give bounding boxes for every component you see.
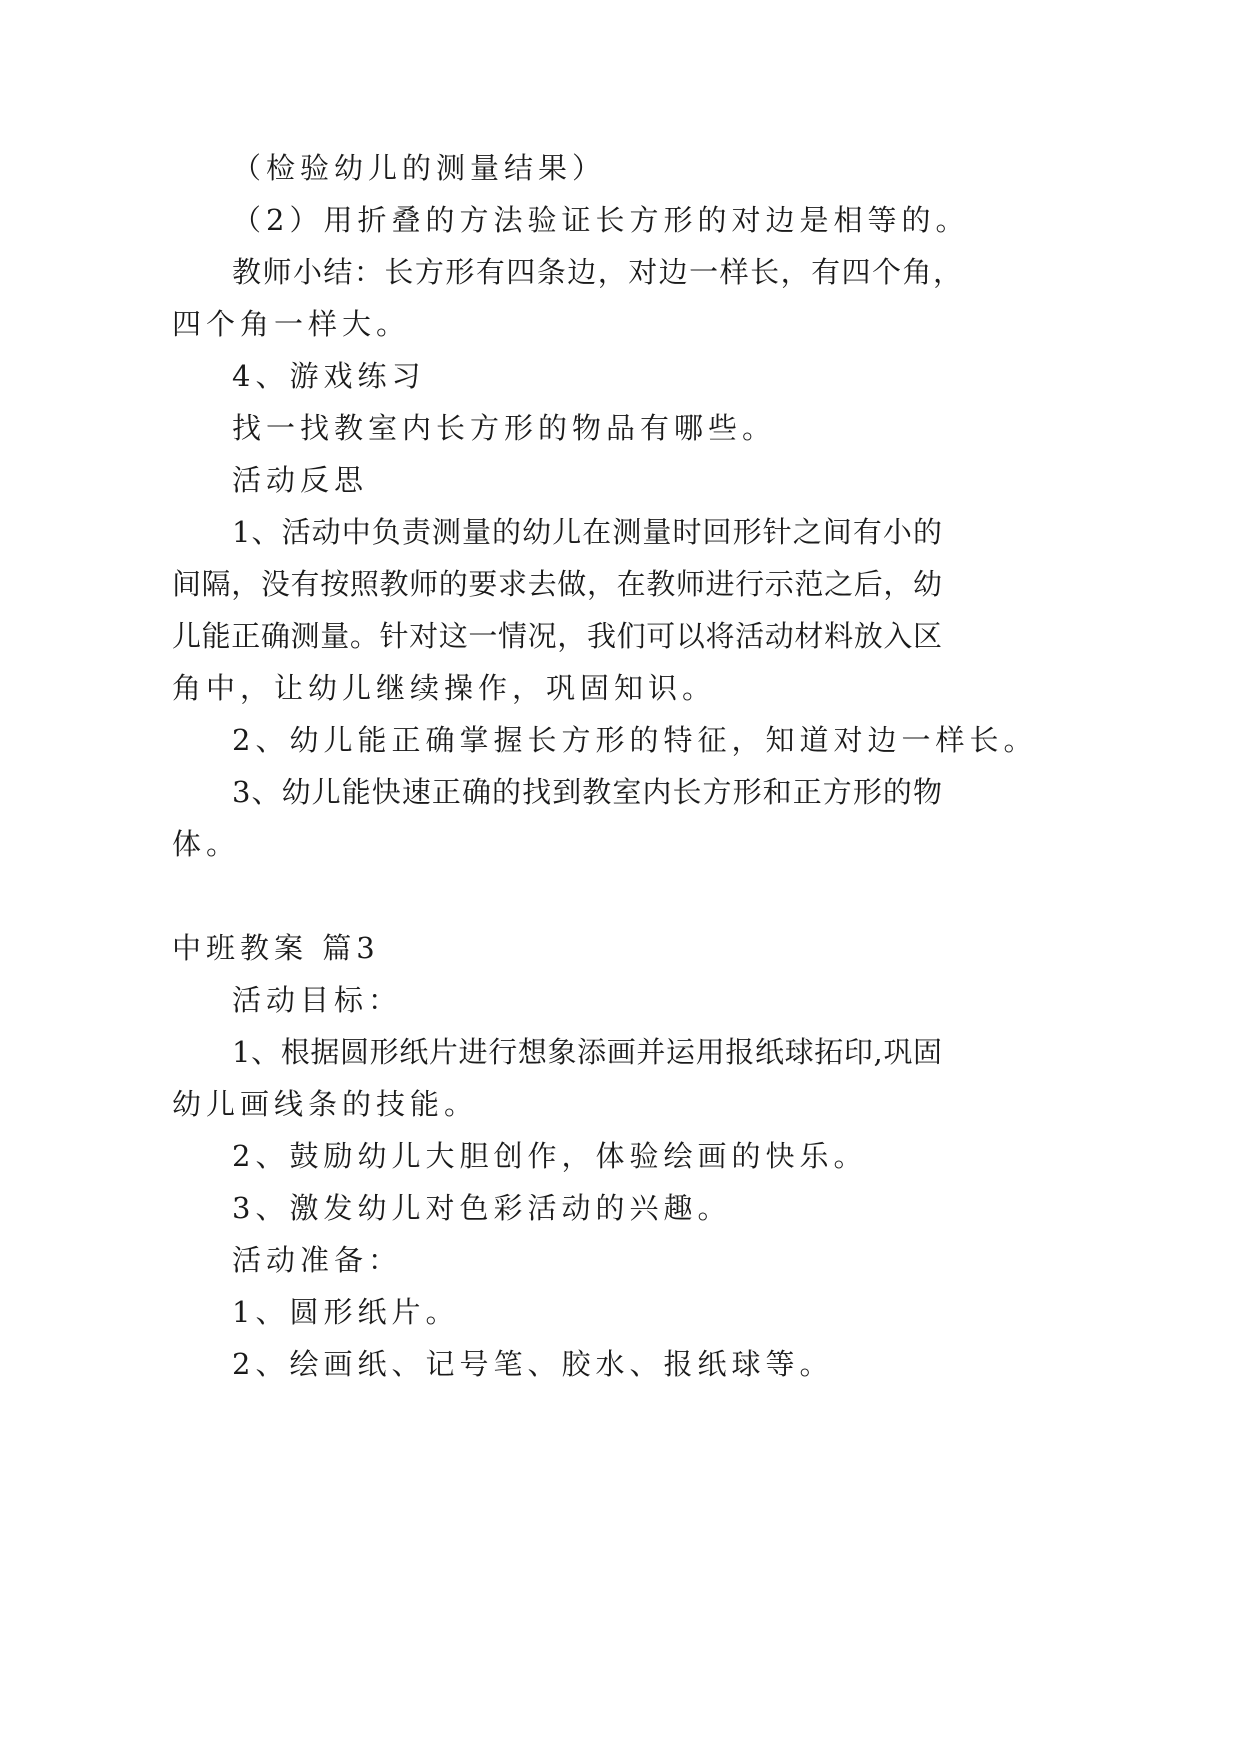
text-line: 3、幼儿能快速正确的找到教室内长方形和正方形的物 xyxy=(232,775,942,809)
text-line: 幼儿画线条的技能。 xyxy=(172,1087,479,1121)
text-line: 体。 xyxy=(172,827,241,861)
text-line: 2、绘画纸、记号笔、胶水、报纸球等。 xyxy=(232,1347,834,1381)
text-line: 间隔，没有按照教师的要求去做，在教师进行示范之后，幼 xyxy=(172,567,942,601)
section-title: 中班教案 篇3 xyxy=(172,931,380,965)
section-heading: 活动反思 xyxy=(232,463,369,497)
text-line: 教师小结：长方形有四条边，对边一样长，有四个角， xyxy=(232,255,962,289)
text-line: 4、游戏练习 xyxy=(232,359,426,393)
section-heading: 活动准备： xyxy=(232,1243,403,1277)
text-line: 2、幼儿能正确掌握长方形的特征，知道对边一样长。 xyxy=(232,723,1038,757)
text-line: 1、圆形纸片。 xyxy=(232,1295,460,1329)
text-line: 四个角一样大。 xyxy=(172,307,411,341)
section-heading: 活动目标： xyxy=(232,983,403,1017)
text-line: 1、根据圆形纸片进行想象添画并运用报纸球拓印,巩固 xyxy=(232,1035,942,1069)
text-line: （2）用折叠的方法验证长方形的对边是相等的。 xyxy=(232,203,970,237)
text-line: 3、激发幼儿对色彩活动的兴趣。 xyxy=(232,1191,732,1225)
text-line: 1、活动中负责测量的幼儿在测量时回形针之间有小的 xyxy=(232,515,942,549)
text-line: 儿能正确测量。针对这一情况，我们可以将活动材料放入区 xyxy=(172,619,942,653)
text-line: （检验幼儿的测量结果） xyxy=(232,151,607,185)
text-line: 2、鼓励幼儿大胆创作，体验绘画的快乐。 xyxy=(232,1139,868,1173)
text-line: 找一找教室内长方形的物品有哪些。 xyxy=(232,411,777,445)
text-line: 角中，让幼儿继续操作，巩固知识。 xyxy=(172,671,717,705)
